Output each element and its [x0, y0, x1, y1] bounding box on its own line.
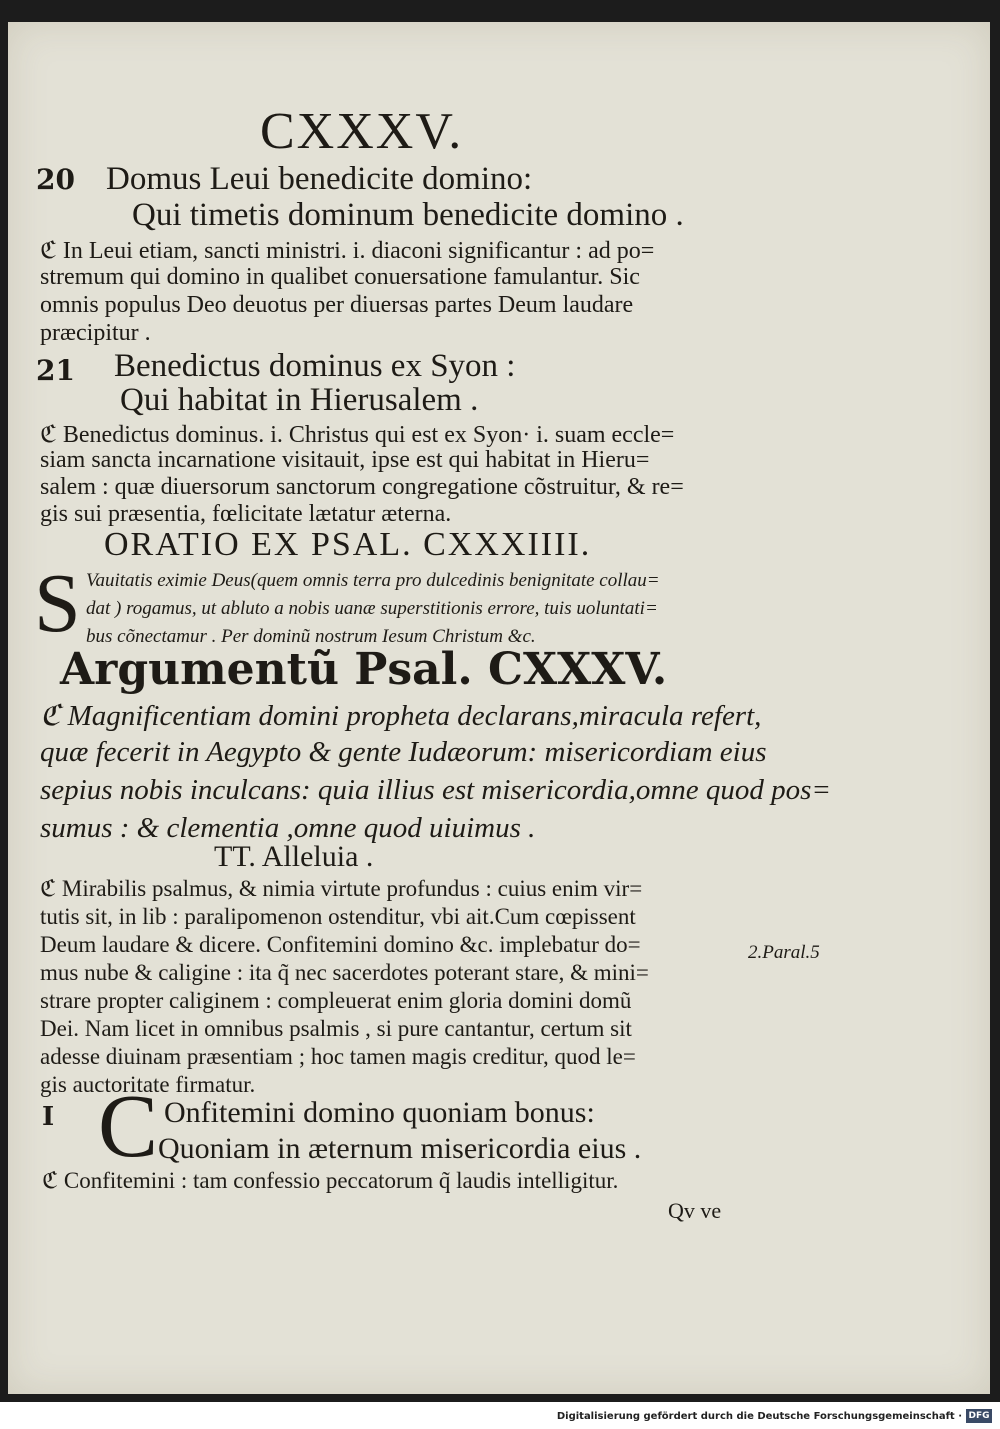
commentary-line: Deum laudare & dicere. Confitemini domino &c. implebatur do= — [40, 932, 641, 957]
commentary-line: ℭ In Leui etiam, sancti ministri. i. diaconi significantur : ad po= — [40, 238, 655, 264]
commentary-line: omnis populus Deo deuotus per diuersas partes Deum laudare — [40, 292, 634, 318]
commentary-line: tutis sit, in lib : paralipomenon ostenditur, vbi ait.Cum cœpissent — [40, 904, 636, 929]
commentary-line: gis sui præsentia, fœlicitate lætatur æterna. — [40, 501, 452, 527]
commentary-line: ℭ Mirabilis psalmus, & nimia virtute profundus : cuius enim vir= — [40, 876, 643, 901]
commentary-line: gis auctoritate firmatur. — [40, 1072, 256, 1097]
verse-1-drop-initial: C — [98, 1077, 159, 1176]
verse-1-line-1: Onfitemini domino quoniam bonus: — [164, 1096, 595, 1129]
verse-number-20: 20 — [36, 163, 75, 196]
commentary-line: strare propter caliginem : compleuerat enim gloria domini domũ — [40, 988, 632, 1013]
verse-number-21: 21 — [36, 354, 75, 387]
verse-1-line-2: Quoniam in æternum misericordia eius . — [158, 1132, 642, 1165]
book-page — [8, 22, 990, 1394]
commentary-line: stremum qui domino in qualibet conuersatione famulantur. Sic — [40, 264, 640, 290]
footer-credit: Digitalisierung gefördert durch die Deutsche Forschungsgemeinschaft · — [556, 1411, 962, 1422]
page-header-numeral: CXXXV. — [260, 103, 464, 160]
catchword: Qv ve — [668, 1198, 722, 1223]
footer-bar — [0, 1402, 1000, 1429]
argument-title: Argumentũ Psal. CXXXV. — [60, 644, 668, 695]
argument-line: quæ fecerit in Aegypto & gente Iudæorum: misericordiam eius — [40, 736, 767, 768]
oratio-line: bus cõnectamur . Per dominũ nostrum Iesum Christum &c. — [86, 626, 536, 647]
commentary-line: præcipitur . — [40, 320, 151, 346]
commentary-line: ℭ Benedictus dominus. i. Christus qui est ex Syon· i. suam eccle= — [40, 422, 675, 448]
verse-21-line-2: Qui habitat in Hierusalem . — [120, 382, 479, 418]
argument-line: sumus : & clementia ,omne quod uiuimus . — [40, 812, 536, 844]
oratio-drop-initial: S — [34, 557, 81, 650]
commentary-line: Dei. Nam licet in omnibus psalmis , si pure cantantur, certum sit — [40, 1016, 632, 1041]
commentary-line: siam sancta incarnatione visitauit, ipse est qui habitat in Hieru= — [40, 447, 650, 473]
commentary-line: ℭ Confitemini : tam confessio peccatorum q̃ laudis intelligitur. — [42, 1168, 619, 1193]
oratio-line: dat ) rogamus, ut abluto a nobis uanæ superstitionis errore, tuis uoluntati= — [86, 598, 658, 619]
margin-note: 2.Paral.5 — [748, 942, 820, 963]
tt-alleluia-heading: TT. Alleluia . — [214, 840, 374, 873]
dfg-logo: DFG — [966, 1409, 992, 1423]
verse-20-line-1: Domus Leui benedicite domino: — [106, 161, 533, 197]
verse-number-1: I — [42, 1102, 55, 1132]
verse-21-line-1: Benedictus dominus ex Syon : — [114, 348, 516, 384]
commentary-line: mus nube & caligine : ita q̃ nec sacerdotes poterant stare, & mini= — [40, 960, 649, 985]
oratio-title: ORATIO EX PSAL. CXXXIIII. — [104, 526, 592, 563]
verse-20-line-2: Qui timetis dominum benedicite domino . — [132, 197, 684, 233]
commentary-line: adesse diuinam præsentiam ; hoc tamen magis creditur, quod le= — [40, 1044, 636, 1069]
oratio-line: Vauitatis eximie Deus(quem omnis terra pro dulcedinis benignitate collau= — [86, 570, 660, 591]
argument-line: sepius nobis inculcans: quia illius est misericordia,omne quod pos= — [40, 774, 831, 806]
argument-line: ℭ Magnificentiam domini propheta declarans,miracula refert, — [40, 700, 762, 732]
commentary-line: salem : quæ diuersorum sanctorum congregatione cõstruitur, & re= — [40, 474, 684, 500]
